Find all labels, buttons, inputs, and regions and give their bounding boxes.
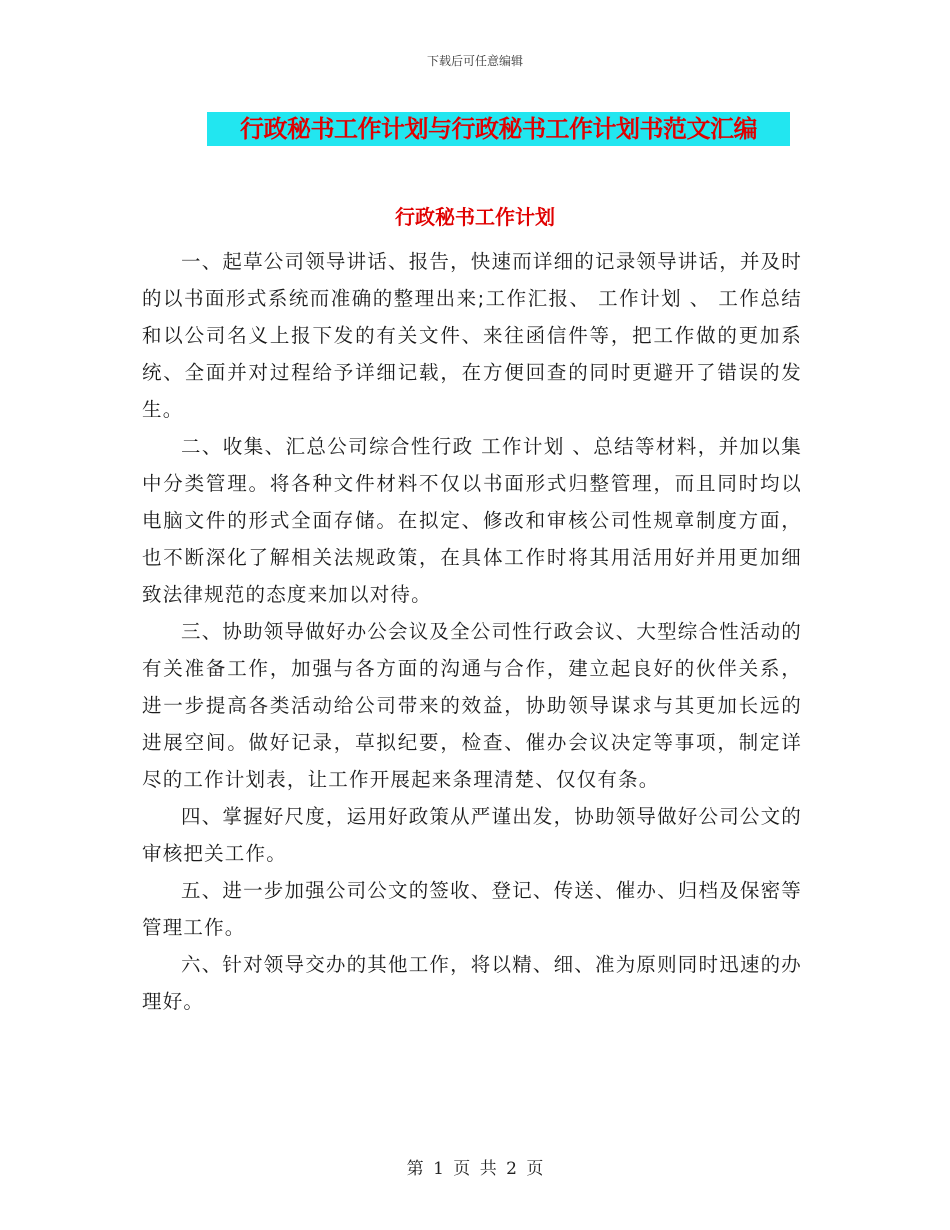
paragraph-6: 六、针对领导交办的其他工作，将以精、细、准为原则同时迅速的办理好。 [142,953,803,1013]
paragraph-4: 四、掌握好尺度，运用好政策从严谨出发，协助领导做好公司公文的审核把关工作。 [142,805,803,865]
page-footer: 第 1 页 共 2 页 [406,1159,544,1179]
document-body [142,243,802,1020]
paragraph-2: 二、收集、汇总公司综合性行政 工作计划 、总结等材料，并加以集中分类管理。将各种文件材料不仅以书面形式归整管理，而且同时均以电脑文件的形式全面存储。在拟定、修改和审核公司性规章制度方面，也不断深化了解相关法规政策，在具体工作时将其用活用好并用更加细致法律规范的态度来加以对待。 [142,435,802,606]
main-title: 行政秘书工作计划与行政秘书工作计划书范文汇编 [240,115,757,143]
paragraph-1: 一、起草公司领导讲话、报告，快速而详细的记录领导讲话，并及时的以书面形式系统而准确的整理出来;工作汇报、 工作计划 、 工作总结 和以公司名义上报下发的有关文件、来往函信件等，把工作做的更加系统、全面并对过程给予详细记载，在方便回查的同时更避开了错误的发生。 [142,250,803,421]
paragraph-3: 三、协助领导做好办公会议及全公司性行政会议、大型综合性活动的有关准备工作，加强与各方面的沟通与合作，建立起良好的伙伴关系，进一步提高各类活动给公司带来的效益，协助领导谋求与其更加长远的进展空间。做好记录，草拟纪要，检查、催办会议决定等事项，制定详尽的工作计划表，让工作开展起来条理清楚、仅仅有条。 [142,620,803,791]
paragraph-5: 五、进一步加强公司公文的签收、登记、传送、催办、归档及保密等管理工作。 [142,879,803,939]
main-title-highlight [207,112,790,146]
header-note: 下载后可任意编辑 [426,54,523,68]
section-title: 行政秘书工作计划 [395,205,555,229]
